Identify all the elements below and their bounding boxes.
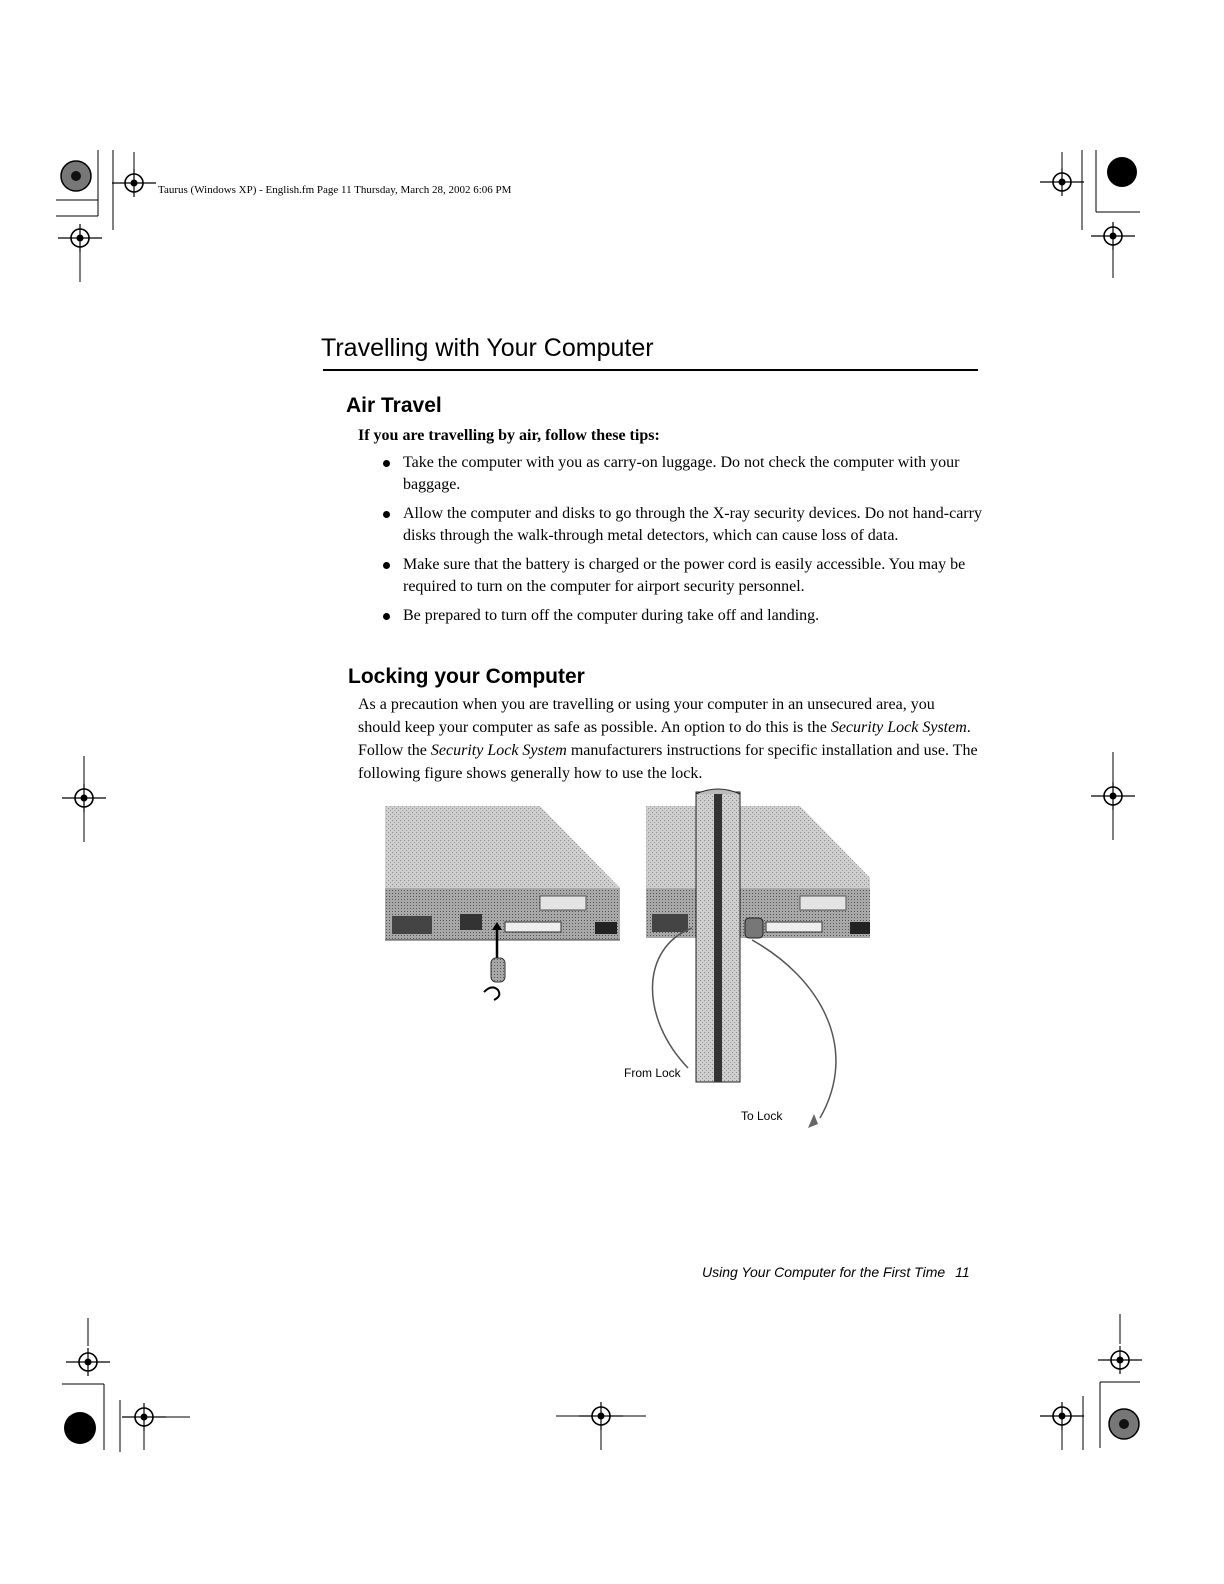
- tip-text: Allow the computer and disks to go through the X-ray security devices. Do not hand-carry disks through the walk-through metal detectors, which can cause loss of data.: [403, 505, 982, 544]
- crop-mark-top-right: [1040, 150, 1140, 278]
- product-name: Security Lock System: [430, 742, 567, 759]
- crop-mark-bottom-center: [556, 1402, 646, 1450]
- bullet-icon: [383, 511, 390, 518]
- paragraph-text: . Follow the: [358, 719, 971, 759]
- locking-paragraph: [358, 693, 980, 785]
- tip-text: Be prepared to turn off the computer during take off and landing.: [403, 607, 820, 624]
- security-lock-figure: [380, 788, 870, 1138]
- product-name: Security Lock System: [830, 719, 967, 736]
- bullet-icon: [383, 562, 390, 569]
- bullet-icon: [383, 460, 390, 467]
- laptop-left-illustration: [385, 806, 620, 1000]
- paragraph-text: manufacturers instructions for specific installation and use. The following figure shows generally how to use the lock.: [358, 742, 978, 782]
- footer-page-number: 11: [955, 1264, 970, 1280]
- figure-label-from-lock: From Lock: [624, 1066, 681, 1080]
- laptop-right-illustration: [646, 806, 870, 938]
- tip-text: Make sure that the battery is charged or the power cord is easily accessible. You may be required to turn on the computer for airport security personnel.: [403, 556, 966, 595]
- page-footer: [702, 1264, 970, 1280]
- pole-illustration: [696, 789, 740, 1082]
- section-heading-air-travel: Air Travel: [346, 394, 442, 417]
- lock-cable: [652, 928, 835, 1128]
- list-item: [383, 503, 983, 547]
- section-heading-locking: Locking your Computer: [348, 665, 585, 688]
- list-item: [383, 605, 983, 627]
- crop-mark-bottom-left: [62, 1318, 190, 1452]
- print-header-file-info: Taurus (Windows XP) - English.fm Page 11 Thursday, March 28, 2002 6:06 PM: [158, 184, 512, 196]
- crop-mark-top-left: [56, 150, 156, 282]
- bullet-icon: [383, 613, 390, 620]
- tip-text: Take the computer with you as carry-on luggage. Do not check the computer with your baggage.: [403, 454, 960, 493]
- crop-mark-bottom-right: [1040, 1314, 1142, 1450]
- figure-label-to-lock: To Lock: [741, 1109, 783, 1123]
- list-item: [383, 452, 983, 496]
- crop-mark-middle-left: [62, 756, 106, 842]
- air-travel-tips-list: [383, 452, 983, 634]
- list-item: [383, 554, 983, 598]
- paragraph-text: As a precaution when you are travelling or using your computer in an unsecured area, you should keep your computer as safe as possible. An option to do this is the: [358, 696, 935, 736]
- crop-mark-middle-right: [1091, 752, 1135, 840]
- air-travel-lead: If you are travelling by air, follow these tips:: [358, 427, 660, 444]
- page-title: Travelling with Your Computer: [321, 334, 654, 362]
- title-rule: [323, 369, 978, 371]
- footer-chapter-title: Using Your Computer for the First Time: [702, 1264, 946, 1280]
